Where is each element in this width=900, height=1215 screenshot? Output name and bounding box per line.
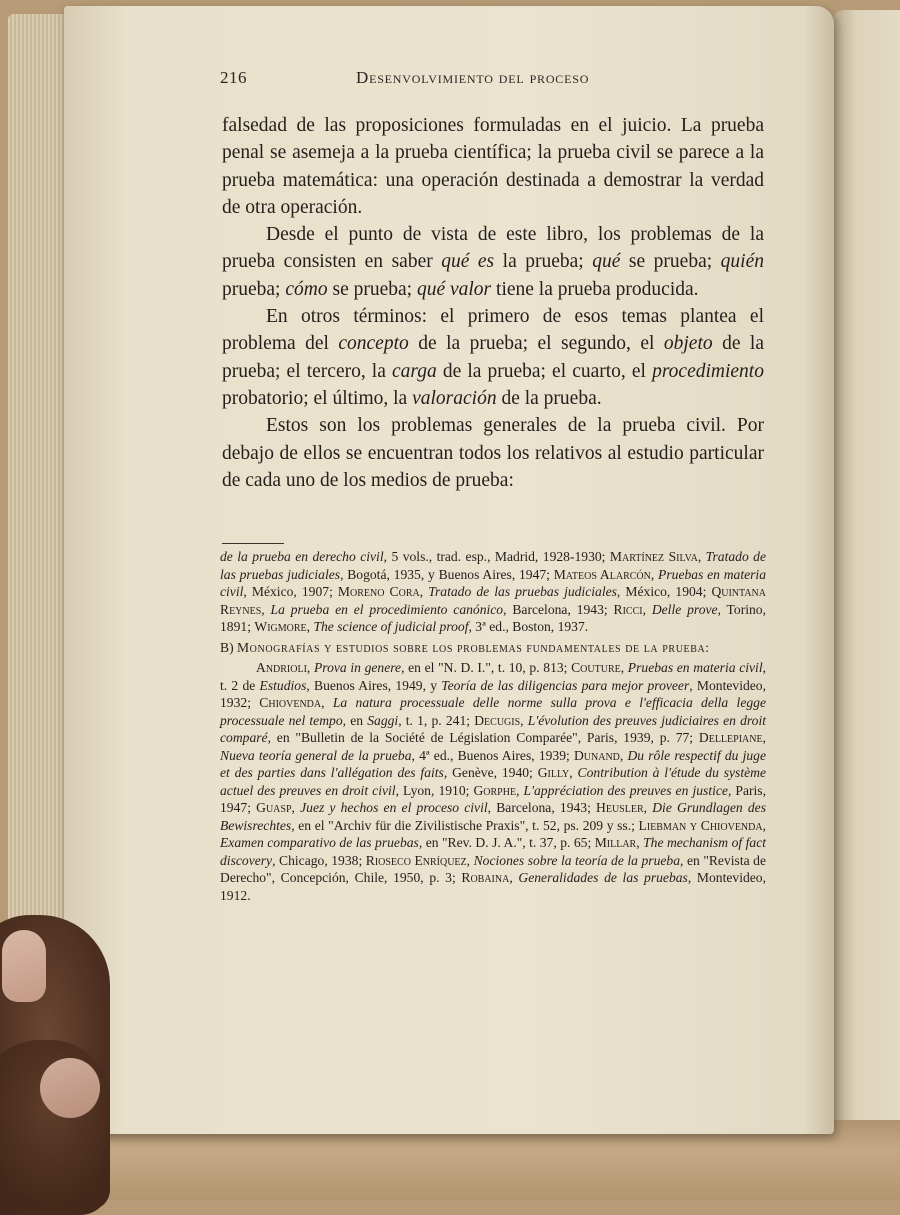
citation-text: , Barcelona, 1943; [503, 601, 614, 617]
italic-run: qué valor [416, 278, 492, 300]
citation-text: , 3ª ed., Boston, 1937. [468, 619, 589, 634]
citation-text: , en "Bulletin de la Société de Législation Comparée", Paris, 1939, p. 77; [267, 730, 699, 745]
citation-text: , t. 1, p. 241; [398, 712, 475, 728]
citation-text: , [620, 660, 628, 675]
work-title: Tratado de las pruebas judiciales [220, 549, 767, 582]
citation-text: , en "Revista de Derecho", Concepción, Chile, 1950, p. 3; [220, 852, 767, 885]
citation-text: , Montevideo, 1912. [220, 870, 766, 903]
citation-text: , [306, 660, 314, 675]
text-run: de la prueba; el tercero, la [222, 333, 765, 382]
author-name: Mateos Alarcón [553, 566, 651, 582]
citation-text: , [321, 695, 333, 710]
paragraph-4: Estos son los problemas generales de la prueba civil. Por debajo de ellos se encuentran todos los relativos al estudio particular de cada uno de los medios de prueba: [222, 415, 764, 491]
italic-run: concepto [338, 333, 409, 355]
author-name: Decugis [474, 712, 521, 728]
citation-text: , 4ª ed., Buenos Aires, 1939; [411, 747, 574, 763]
work-title: The mechanism of fact discovery [220, 835, 767, 868]
author-name: Robaina [461, 870, 510, 885]
footnotes [220, 548, 766, 904]
citation-text: , [509, 870, 519, 885]
author-name: Couture [571, 660, 621, 675]
citation-text: , [762, 730, 766, 745]
citation-text: , Barcelona, 1943; [487, 800, 597, 815]
text-run: En otros términos: el primero de esos temas plantea el problema del [222, 306, 764, 355]
text-run: se prueba; [620, 251, 721, 273]
work-title: Examen comparativo de las pruebas [220, 835, 419, 850]
work-title: Contribution à l'étude du système actuel des preuves en droit civil [220, 765, 766, 798]
body-text [222, 112, 764, 494]
author-name: Chiovenda [259, 695, 322, 710]
work-title: Juez y hechos en el proceso civil [300, 800, 488, 815]
citation-text: , [306, 619, 314, 634]
author-name: Heusler [596, 800, 644, 815]
italic-run: procedimiento [652, 360, 764, 382]
author-name: Rioseco Enríquez [365, 852, 467, 868]
citation-text: , Chicago, 1938; [272, 852, 366, 868]
citation-text: , Buenos Aires, 1949, y [306, 677, 442, 693]
citation-text: , [520, 712, 528, 728]
citation-text: , en el "Archiv für die Zivilistische Praxis", t. 52, ps. 209 y ss.; [291, 817, 639, 833]
citation-text: , en [342, 712, 368, 728]
author-name: Guasp [256, 800, 292, 815]
author-name: Martínez Silva [609, 549, 698, 564]
text-run: tiene la prueba producida. [491, 278, 699, 300]
author-name: Millar [594, 835, 637, 850]
citation-text: , Bogotá, 1935, y Buenos Aires, 1947; [340, 566, 554, 582]
author-name: Gorphe [473, 782, 517, 798]
citation-text: , Genève, 1940; [443, 765, 538, 780]
work-title: Pruebas en materia civil [220, 566, 767, 599]
page-number: 216 [220, 68, 247, 87]
citation-text: , [261, 601, 271, 617]
citation-text: , 5 vols., trad. esp., Madrid, 1928-1930; [383, 549, 610, 564]
work-title: Prova in genere [313, 660, 402, 675]
author-name: Liebman y Chiovenda [638, 817, 763, 833]
italic-run: quién [720, 251, 764, 273]
work-title: The science of judicial proof [313, 619, 469, 634]
author-name: Dunand [573, 747, 620, 763]
paragraph-3 [222, 303, 764, 412]
citation-text: , [569, 765, 578, 780]
fingernail [40, 1058, 100, 1118]
work-title: Teoría de las diligencias para mejor proveer [441, 677, 690, 693]
page-header [220, 68, 780, 92]
citation-text: , t. 2 de [220, 660, 767, 693]
work-title: Die Grundlagen des Bewisrechtes [220, 800, 767, 833]
footnote-section-heading [220, 639, 766, 657]
citation-text: , México, 1904; [616, 584, 712, 599]
citation-text: , en el "N. D. I.", t. 10, p. 813; [401, 660, 572, 675]
footnote-rule [222, 543, 284, 544]
work-title: Pruebas en materia civil [627, 660, 763, 675]
italic-run: valoración [412, 387, 497, 409]
citation-text: , [466, 852, 474, 868]
text-run: prueba; [222, 278, 286, 300]
section-label: B) [220, 639, 234, 655]
citation-text: , [762, 817, 766, 833]
work-title: Estudios [259, 677, 307, 693]
citation-text: , [697, 549, 706, 564]
work-title: La natura processuale delle norme sulla prova e l'efficacia della legge processuale nel tempo [220, 695, 766, 728]
citation-text: , Montevideo, 1932; [220, 677, 767, 710]
text-run: de la prueba; el segundo, el [408, 333, 664, 355]
citation-text: , Torino, 1891; [220, 601, 767, 634]
author-name: Gilly [537, 765, 570, 780]
author-name: Andrioli [256, 660, 307, 675]
text-run: probatorio; el último, la [222, 387, 413, 409]
citation-text: , México, 1907; [243, 584, 338, 599]
italic-run: cómo [285, 278, 328, 300]
work-title: Tratado de las pruebas judiciales [428, 584, 617, 599]
footnote-bibliography [220, 659, 766, 904]
text-run: la prueba; [494, 251, 593, 273]
author-name: Moreno Cora [337, 584, 420, 599]
paragraph-2 [222, 221, 764, 303]
italic-run: qué [592, 251, 621, 273]
paragraph-1: falsedad de las proposiciones formuladas en el juicio. La prueba penal se asemeja a la prueba científica; la prueba civil se parece a la prueba matemática: una operación destinada a demostrar la verdad de otra operación. [222, 115, 764, 218]
footnote-continuation [220, 548, 766, 636]
text-run: se prueba; [327, 278, 417, 300]
italic-run: carga [391, 360, 437, 382]
author-name: Quintana Reynes [220, 584, 767, 617]
running-head: Desenvolvimiento del proceso [356, 68, 590, 87]
citation-text: , [419, 584, 429, 599]
citation-text: , Lyon, 1910; [395, 782, 474, 798]
work-title: Generalidades de las pruebas [518, 870, 688, 885]
section-title: Monografías y estudios sobre los problemas fundamentales de la prueba: [237, 639, 710, 655]
work-title: La prueba en el procedimiento canónico [270, 601, 504, 617]
facing-page [832, 10, 900, 1120]
author-name: Dellepiane [698, 730, 763, 745]
work-title: Nociones sobre la teoría de la prueba [473, 852, 681, 868]
citation-text: , Paris, 1947; [220, 782, 766, 815]
work-title: L'évolution des preuves judiciaires en droit comparé [220, 712, 767, 745]
text-run: de la prueba; el cuarto, el [436, 360, 653, 382]
author-name: Wigmore [254, 619, 307, 634]
citation-text: , [642, 601, 652, 617]
citation-text: , [650, 566, 659, 582]
text-run: de la prueba. [496, 387, 602, 409]
work-title: Saggi [367, 712, 399, 728]
citation-text: , [291, 800, 301, 815]
work-title: Delle prove [651, 601, 718, 617]
citation-text: , en "Rev. D. J. A.", t. 37, p. 65; [418, 835, 595, 850]
italic-run: objeto [663, 333, 713, 355]
italic-run: qué es [441, 251, 495, 273]
citation-text: , [516, 782, 524, 798]
citation-text: , [619, 747, 628, 763]
citation-text: , [643, 800, 653, 815]
author-name: Ricci [613, 601, 643, 617]
text-run: Desde el punto de vista de este libro, los problemas de la prueba consisten en saber [222, 224, 764, 273]
thumbnail [2, 930, 46, 1002]
work-title: de la prueba en derecho civil [220, 549, 384, 564]
work-title: L'appréciation des preuves en justice [523, 782, 728, 798]
work-title: Nueva teoría general de la prueba [220, 747, 412, 763]
work-title: Du rôle respectif du juge et des parties dans l'allégation des faits [220, 747, 766, 780]
citation-text: , [636, 835, 644, 850]
